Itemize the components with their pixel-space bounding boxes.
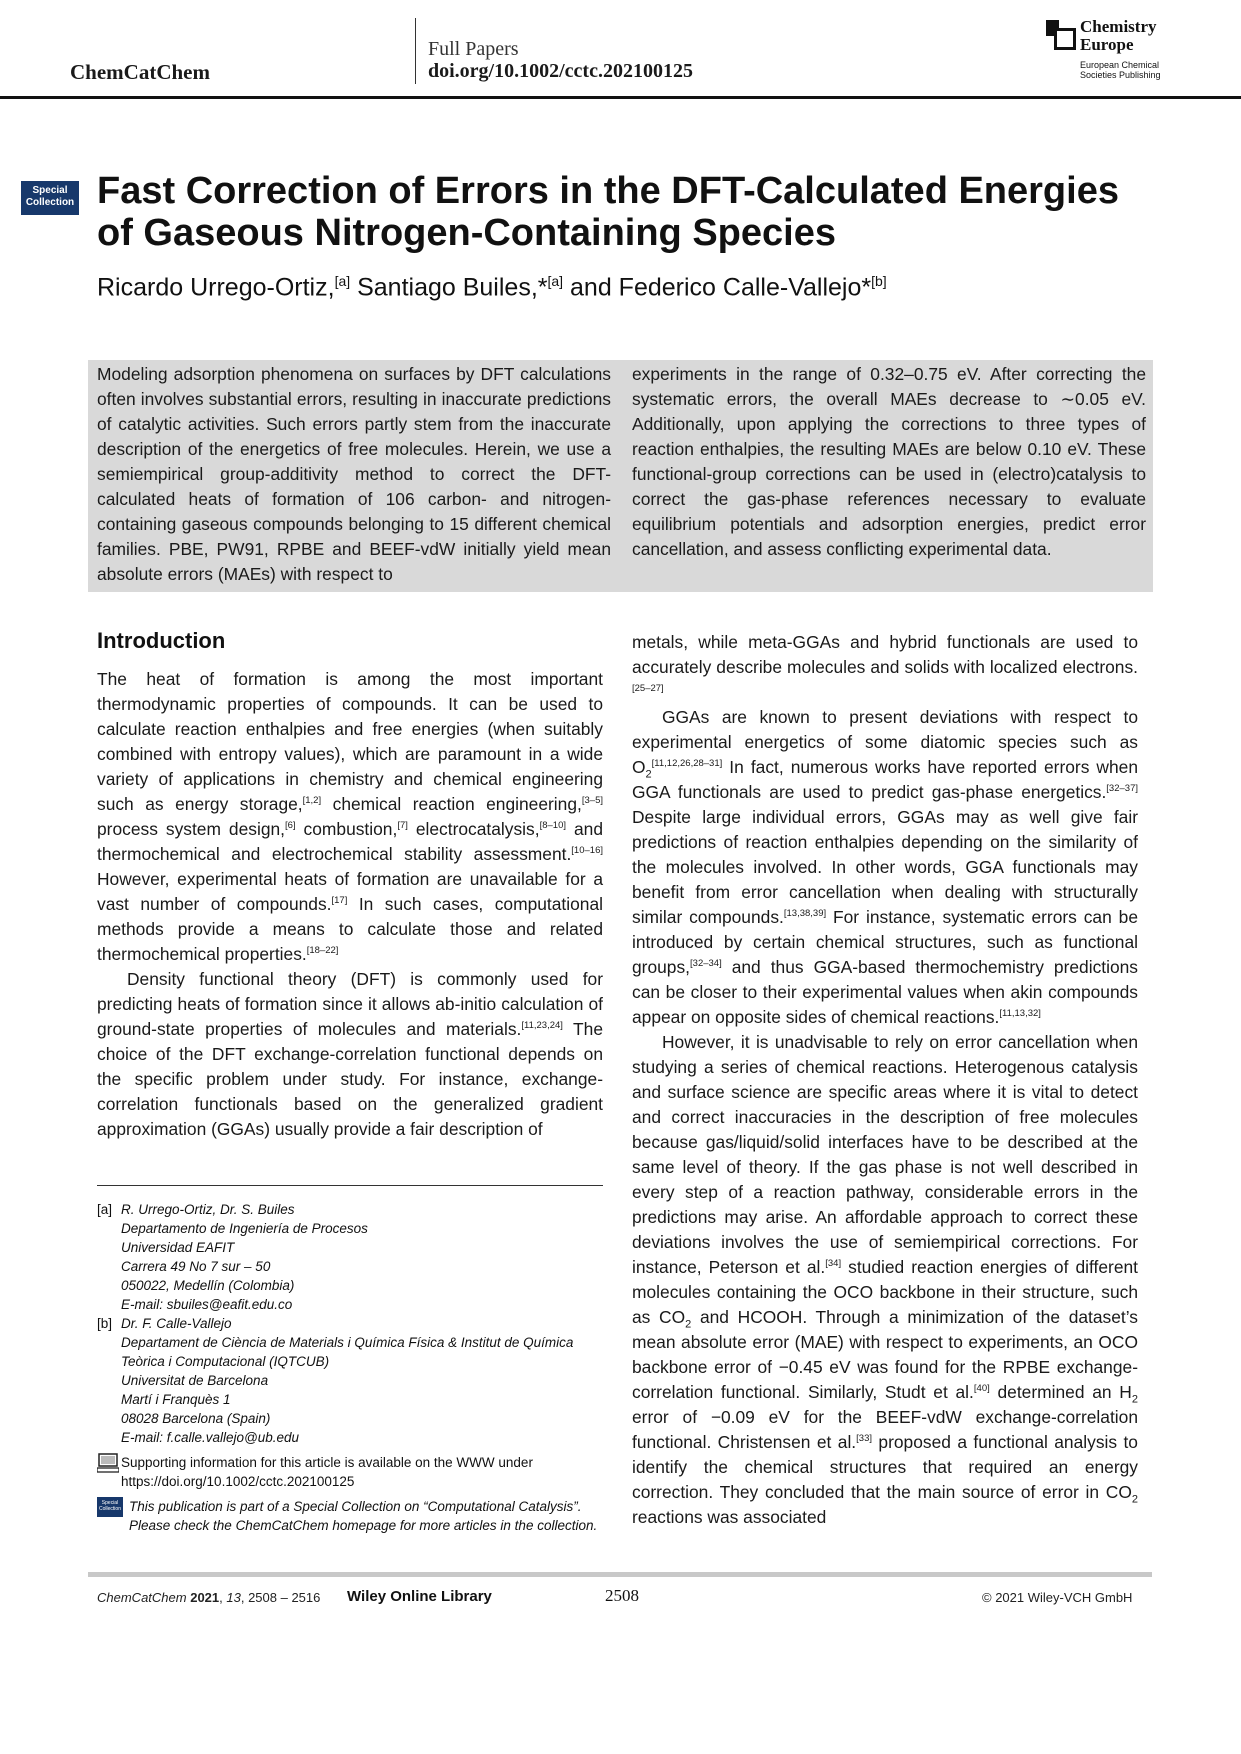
affil-line: Universitat de Barcelona (121, 1373, 269, 1388)
abstract-left: Modeling adsorption phenomena on surfaces by DFT calculations often involves substantial errors, resulting in inaccurate predictions of catalytic activities. Such errors partly stem from the inaccurate description of the energetics of free molecules. Herein, we use a semiempirical group-additivity method to correct the DFT-calculated heats of formation of 106 carbon- and nitrogen-containing gaseous compounds belonging to 15 different chemical families. PBE, PW91, RPBE and BEEF-vdW initially yield mean absolute errors (MAEs) with respect to (97, 364, 611, 584)
section-heading-introduction: Introduction (97, 628, 226, 653)
citation[interactable]: [17] (331, 895, 348, 907)
publisher-subtitle: European Chemical Societies Publishing (1080, 60, 1161, 80)
citation[interactable]: [13,38,39] (783, 908, 827, 920)
author-2-affil: [a] (547, 273, 564, 289)
affil-line: 050022, Medellín (Colombia) (121, 1278, 295, 1293)
citation[interactable]: [7] (397, 820, 408, 832)
footnote-rule (97, 1185, 603, 1186)
affiliation-label: [a] (97, 1202, 113, 1217)
header-rule (0, 96, 1241, 99)
paragraph: However, it is unadvisable to rely on error cancellation when studying a series of chemical reactions. Heterogenous catalysis and surface science are specific areas where it is vital to detect and correct inaccuracies in the description of free molecules because gas/liquid/solid interfaces have to be described at the same level of theory. If the gas phase is not well described in every step of a reaction pathway, considerable errors in the predictions may arise. An affordable approach to correct these deviations involves the use of semiempirical corrections. For instance, Peterson et al.[34] studied reaction energies of different molecules containing the OCO backbone in their structure, such as $CO_2$ and HCOOH. Through a minimization of the dataset’s mean absolute error (MAE) with respect to experiments, an OCO backbone error of −0.45 eV was found for the RPBE exchange-correlation functional. Similarly, Studt et al.[40] determined an $H_2$ error of −0.09 eV for the BEEF-vdW exchange-correlation functional. Christensen et al.[33] proposed a functional analysis to identify the chemical structures that required an energy correction. They concluded that the main source of error in $CO_2$ reactions was associated (632, 1032, 1139, 1527)
citation[interactable]: [25–27] (632, 683, 664, 695)
footer-citation: ChemCatChem 2021, 13, 2508 – 2516 (97, 1590, 321, 1605)
author-1: Ricardo Urrego-Ortiz, (97, 273, 335, 302)
supporting-info (97, 1453, 603, 1491)
body-right-column (632, 630, 1138, 1530)
doi-link[interactable]: doi.org/10.1002/cctc.202100125 (428, 60, 693, 82)
wiley-online-library-link[interactable]: Wiley Online Library (347, 1588, 492, 1605)
affiliation-label: [b] (97, 1316, 113, 1331)
affil-line: Carrera 49 No 7 sur – 50 (121, 1259, 271, 1274)
citation[interactable]: [33] (856, 1433, 873, 1445)
article-title: Fast Correction of Errors in the DFT-Calculated Energies of Gaseous Nitrogen-Containing Species (97, 170, 1119, 254)
citation[interactable]: [34] (825, 1258, 842, 1270)
author-2: Santiago Builes,* (350, 273, 548, 302)
paragraph: Density functional theory (DFT) is commonly used for predicting heats of formation since it allows ab-initio calculation of ground-state properties of molecules and materials.[11,23,24] The choice of the DFT exchange-correlation functional depends on the specific problem under study. For instance, exchange-correlation functionals based on the generalized gradient approximation (GGAs) usually provide a fair description of (97, 969, 604, 1139)
header-divider (415, 18, 416, 84)
chemistry-europe-logo (1046, 18, 1206, 80)
citation[interactable]: [11,23,24] (521, 1020, 563, 1032)
journal-name: ChemCatChem (70, 60, 210, 84)
affil-line: Departamento de Ingeniería de Procesos (121, 1221, 368, 1236)
citation[interactable]: [10–16] (571, 845, 603, 857)
author-3: and Federico Calle-Vallejo* (563, 273, 872, 302)
paragraph: metals, while meta-GGAs and hybrid functionals are used to accurately describe molecules and solids with localized electrons.[25–27] (632, 632, 1138, 695)
special-collection-mini-badge: Special Collection (97, 1497, 123, 1517)
author-3-affil: [b] (871, 273, 887, 289)
citation[interactable]: [3–5] (581, 795, 603, 807)
publisher-name: Chemistry Europe (1080, 17, 1157, 54)
author-list (97, 273, 887, 302)
paragraph: The heat of formation is among the most important thermodynamic properties of compounds. It can be used to calculate reaction enthalpies and free energies (when suitably combined with entropy values), which are paramount in a wide variety of applications in chemistry and chemical engineering such as energy storage,[1,2] chemical reaction engineering,[3–5] process system design,[6] combustion,[7] electrocatalysis,[8–10] and thermochemical and electrochemical stability assessment.[10–16] However, experimental heats of formation are unavailable for a vast number of compounds.[17] In such cases, computational methods provide a means to calculate those and related thermochemical properties.[18–22] (97, 669, 603, 964)
collection-note (97, 1497, 603, 1535)
citation[interactable]: [11,12,26,28–31] (651, 758, 723, 770)
email-link[interactable]: E-mail: sbuiles@eafit.edu.co (121, 1297, 293, 1312)
author-1-affil: [a] (334, 273, 351, 289)
citation[interactable]: [40] (973, 1383, 990, 1395)
affil-line: Universidad EAFIT (121, 1240, 235, 1255)
affil-line: Martí i Franquès 1 (121, 1392, 231, 1407)
affil-line: 08028 Barcelona (Spain) (121, 1411, 271, 1426)
citation[interactable]: [1,2] (302, 795, 322, 807)
collection-note-text: This publication is part of a Special Collection on “Computational Catalysis”. Please check the ChemCatChem homepage for more articles in the collection. (129, 1499, 598, 1533)
citation[interactable]: [11,13,32] (999, 1008, 1041, 1020)
affiliation-a (97, 1200, 603, 1314)
special-collection-badge: Special Collection (21, 181, 79, 215)
abstract-right: experiments in the range of 0.32–0.75 eV. After correcting the systematic errors, the overall MAEs decrease to ∼0.05 eV. Additionally, upon applying the corrections to three types of reaction enthalpies, the resulting MAEs are below 0.10 eV. These functional-group corrections can be used in (electro)catalysis to correct the gas-phase references necessary to evaluate equilibrium potentials and adsorption energies, predict error cancellation, and assess conflicting experimental data. (632, 364, 1146, 559)
email-link[interactable]: E-mail: f.calle.vallejo@ub.edu (121, 1430, 300, 1445)
paper-type: Full Papers (428, 38, 519, 60)
footnotes (97, 1200, 603, 1535)
affil-line: Dr. F. Calle-Vallejo (121, 1316, 232, 1331)
supporting-info-text[interactable]: Supporting information for this article is available on the WWW under https://doi.org/10.1002/cctc.202100125 (121, 1455, 533, 1489)
page-number: 2508 (605, 1586, 639, 1605)
paragraph: GGAs are known to present deviations with respect to experimental energetics of some diatomic species such as $O_2[11,12,26,28-31]$ In fact, numerous works have reported errors when GGA functionals are used to predict gas-phase energetics.[32–37] Despite large individual errors, GGAs may as well give fair predictions of reaction enthalpies depending on the similarity of the molecules involved. In other words, GGA functionals may benefit from error cancellation when dealing with structurally similar compounds.[13,38,39] For instance, systematic errors can be introduced by certain chemical structures, such as functional groups,[32–34] and thus GGA-based thermochemistry predictions can be closer to their experimental values when akin compounds appear on opposite sides of chemical reactions.[11,13,32] (632, 707, 1138, 1027)
citation[interactable]: [18–22] (306, 945, 339, 957)
body-left-column (97, 667, 603, 1142)
affiliation-b (97, 1314, 603, 1447)
citation[interactable]: [32–34] (690, 958, 722, 970)
copyright: © 2021 Wiley-VCH GmbH (982, 1590, 1133, 1605)
citation[interactable]: [8–10] (539, 820, 566, 832)
footer-rule (88, 1572, 1152, 1577)
affil-line: Departament de Ciència de Materials i Química Física & Institut de Química Teòrica i Computacional (IQTCUB) (121, 1335, 574, 1369)
chemistry-europe-icon (1046, 20, 1076, 50)
computer-icon (97, 1453, 119, 1473)
citation[interactable]: [6] (285, 820, 296, 832)
affil-line: R. Urrego-Ortiz, Dr. S. Builes (121, 1202, 295, 1217)
citation[interactable]: [32–37] (1106, 783, 1138, 795)
